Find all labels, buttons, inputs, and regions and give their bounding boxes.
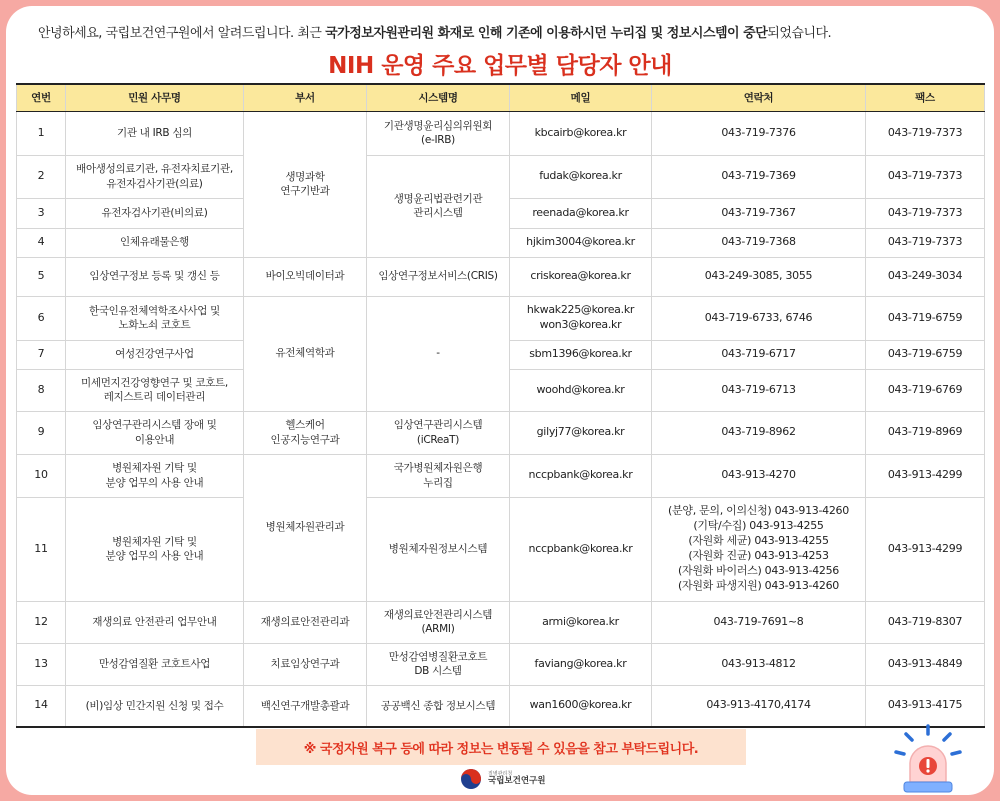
task-name: (비)임상 민간지원 신청 및 접수 [66,685,244,727]
table-row [17,257,985,296]
task-name: 인체유래물은행 [66,228,244,257]
task-name: 유전자검사기관(비의료) [66,198,244,228]
logo-main-text: 국립보건연구원 [488,776,546,787]
table-row [17,155,985,198]
row-number: 14 [17,685,66,727]
page-title: NIH 운영 주요 업무별 담당자 안내 [328,53,672,79]
task-name: 병원체자원 기탁 및 분양 업무의 사용 안내 [66,454,244,497]
task-name: 기관 내 IRB 심의 [66,111,244,155]
table-row [17,111,985,155]
system-name: 병원체자원정보시스템 [367,497,510,601]
fax: 043-719-7373 [866,155,985,198]
fax: 043-719-6769 [866,369,985,411]
phone: 043-719-8962 [652,411,866,454]
notice-banner: ※ 국정자원 복구 등에 따라 정보는 변동될 수 있음을 참고 부탁드립니다. [256,729,746,765]
phone: 043-913-4812 [652,643,866,685]
header-col-fax: 팩스 [866,84,985,111]
fax: 043-913-4299 [866,454,985,497]
email: criskorea@korea.kr [510,257,652,296]
phone: 043-719-7367 [652,198,866,228]
table-row [17,497,985,601]
email: fudak@korea.kr [510,155,652,198]
row-number: 7 [17,340,66,369]
row-number: 6 [17,296,66,340]
department: 치료임상연구과 [244,643,367,685]
system-name: 임상연구정보서비스(CRIS) [367,257,510,296]
phone: (분양, 문의, 이의신청) 043-913-4260 (기탁/수집) 043-913-4255 (자원화 세균) 043-913-4255 (자원화 진균) 043-913-4253 (자원화 바이러스) 043-913-4256 (자원화 파생지원) 043-913-4260 [652,497,866,601]
task-name: 만성감염질환 코호트사업 [66,643,244,685]
row-number: 8 [17,369,66,411]
system-name: - [367,296,510,411]
email: nccpbank@korea.kr [510,497,652,601]
phone: 043-719-6713 [652,369,866,411]
task-name: 여성건강연구사업 [66,340,244,369]
phone: 043-719-7691~8 [652,601,866,643]
header-col-task: 민원 사무명 [66,84,244,111]
fax: 043-719-7373 [866,228,985,257]
row-number: 10 [17,454,66,497]
email: woohd@korea.kr [510,369,652,411]
row-number: 2 [17,155,66,198]
task-name: 병원체자원 기탁 및 분양 업무의 사용 안내 [66,497,244,601]
fax: 043-719-6759 [866,296,985,340]
fax: 043-719-7373 [866,111,985,155]
fax: 043-719-7373 [866,198,985,228]
row-number: 5 [17,257,66,296]
notice-text [38,22,968,41]
phone: 043-719-7369 [652,155,866,198]
email: sbm1396@korea.kr [510,340,652,369]
contact-table [16,83,985,728]
email: hjkim3004@korea.kr [510,228,652,257]
system-name: 국가병원체자원은행 누리집 [367,454,510,497]
table-header-row [17,84,985,111]
row-number: 4 [17,228,66,257]
system-name: 임상연구관리시스템 (iCReaT) [367,411,510,454]
department: 백신연구개발총괄과 [244,685,367,727]
task-name: 임상연구관리시스템 장애 및 이용안내 [66,411,244,454]
fax: 043-719-8307 [866,601,985,643]
table-row [17,601,985,643]
taegeuk-logo-icon [460,768,482,790]
task-name: 임상연구정보 등록 및 갱신 등 [66,257,244,296]
task-name: 배아생성의료기관, 유전자치료기관, 유전자검사기관(의료) [66,155,244,198]
row-number: 13 [17,643,66,685]
department: 생명과학 연구기반과 [244,111,367,257]
header-col-system: 시스템명 [367,84,510,111]
fax: 043-913-4175 [866,685,985,727]
email: wan1600@korea.kr [510,685,652,727]
email: armi@korea.kr [510,601,652,643]
notice-prefix: 안녕하세요, 국립보건연구원에서 알려드립니다. 최근 [38,26,326,41]
siren-icon [884,720,972,800]
system-name: 만성감염병질환코호트 DB 시스템 [367,643,510,685]
phone: 043-719-7368 [652,228,866,257]
row-number: 9 [17,411,66,454]
phone: 043-913-4170,4174 [652,685,866,727]
phone: 043-719-6733, 6746 [652,296,866,340]
logo-sub-text: 질병관리청 [488,770,513,777]
task-name: 미세먼지건강영향연구 및 코호트, 레지스트리 데이터관리 [66,369,244,411]
email: kbcairb@korea.kr [510,111,652,155]
email: reenada@korea.kr [510,198,652,228]
row-number: 3 [17,198,66,228]
phone: 043-719-6717 [652,340,866,369]
system-name: 기관생명윤리심의위원회 (e-IRB) [367,111,510,155]
task-name: 한국인유전체역학조사사업 및 노화노쇠 코호트 [66,296,244,340]
nih-logo [460,768,545,790]
row-number: 1 [17,111,66,155]
fax: 043-719-8969 [866,411,985,454]
system-name: 공공백신 종합 정보시스템 [367,685,510,727]
fax: 043-719-6759 [866,340,985,369]
header-col-no: 연번 [17,84,66,111]
system-name: 재생의료안전관리시스템 (ARMI) [367,601,510,643]
department: 재생의료안전관리과 [244,601,367,643]
phone: 043-719-7376 [652,111,866,155]
system-name: 생명윤리법관련기관 관리시스템 [367,155,510,257]
table-row [17,685,985,727]
phone: 043-249-3085, 3055 [652,257,866,296]
fax: 043-913-4299 [866,497,985,601]
task-name: 재생의료 안전관리 업무안내 [66,601,244,643]
fax: 043-249-3034 [866,257,985,296]
email: hkwak225@korea.kr won3@korea.kr [510,296,652,340]
table-row [17,411,985,454]
table-row [17,296,985,340]
department: 병원체자원관리과 [244,454,367,601]
row-number: 11 [17,497,66,601]
notice-bold: 국가정보자원관리원 화재로 인해 기존에 이용하시던 누리집 및 정보시스템이 중단 [325,26,768,41]
email: faviang@korea.kr [510,643,652,685]
header-col-phone: 연락처 [652,84,866,111]
table-row [17,454,985,497]
email: nccpbank@korea.kr [510,454,652,497]
department: 헬스케어 인공지능연구과 [244,411,367,454]
notice-suffix: 되었습니다. [767,26,832,41]
phone: 043-913-4270 [652,454,866,497]
fax: 043-913-4849 [866,643,985,685]
department: 유전체역학과 [244,296,367,411]
header-col-email: 메일 [510,84,652,111]
email: gilyj77@korea.kr [510,411,652,454]
department: 바이오빅데이터과 [244,257,367,296]
row-number: 12 [17,601,66,643]
header-col-dept: 부서 [244,84,367,111]
table-row [17,643,985,685]
